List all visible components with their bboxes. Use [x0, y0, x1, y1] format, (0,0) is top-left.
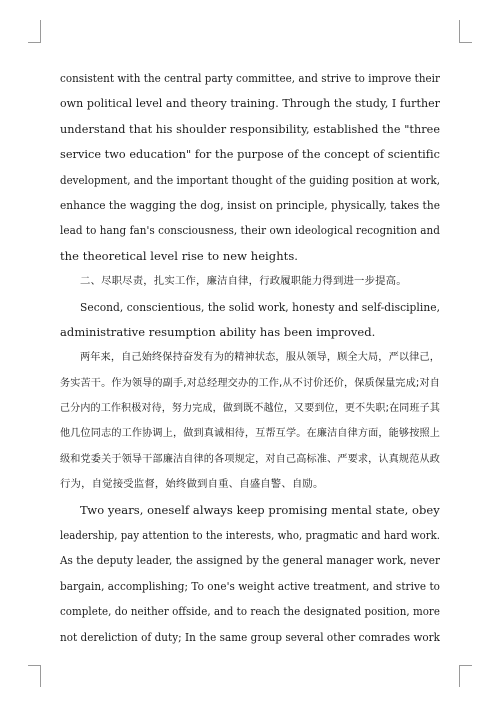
crop-mark-top-left-horizontal — [28, 42, 41, 43]
crop-mark-bottom-left-vertical — [40, 665, 41, 687]
document-body — [60, 66, 440, 650]
text-line: consistent with the central party committee, and strive to improve their — [60, 71, 441, 85]
text-line: 两年来，自己始终保持奋发有为的精神状态，服从领导，顾全大局，严以律己， — [80, 351, 440, 364]
text-line: not dereliction of duty; In the same group several other comrades work — [60, 629, 441, 644]
text-line: leadership, pay attention to the interests, who, pragmatic and hard work. — [60, 528, 440, 543]
crop-mark-top-left-vertical — [40, 20, 41, 42]
text-line: 己分内的工作积极对待，努力完成，做到既不越位，又要到位，更不失职;在同班子其 — [60, 402, 440, 415]
crop-mark-bottom-right-vertical — [459, 665, 460, 687]
paragraph-en-3 — [60, 498, 440, 650]
text-line: 务实苦干。作为领导的副手,对总经理交办的工作,从不讨价还价，保质保量完成;对自 — [60, 376, 440, 389]
text-line: administrative resumption ability has been improved. — [60, 324, 376, 339]
paragraph-zh-body — [60, 345, 440, 497]
text-line: development, and the important thought of the guiding position at work, — [60, 172, 441, 187]
crop-mark-bottom-right-horizontal — [459, 665, 472, 666]
paragraph-en-2 — [60, 295, 440, 346]
text-line: enhance the wagging the dog, insist on principle, physically, takes the — [60, 197, 440, 212]
text-line: 他几位同志的工作协调上，做到真诚相待，互帮互学。在廉洁自律方面，能够按照上 — [60, 427, 441, 440]
text-line: own political level and theory training. Through the study, I further — [60, 96, 440, 111]
text-line: bargain, accomplishing; To one's weight active treatment, and strive to — [60, 578, 440, 593]
text-line: Two years, oneself always keep promising mental state, obey — [80, 502, 440, 517]
text-line: lead to hang fan's consciousness, their own ideological recognition and — [60, 223, 441, 238]
crop-mark-bottom-left-horizontal — [28, 665, 41, 666]
text-line: 二、尽职尽责，扎实工作，廉洁自律，行政履职能力得到进一步提高。 — [80, 275, 407, 288]
text-line: the theoretical level rise to new heights. — [60, 248, 298, 263]
paragraph-zh-heading — [60, 269, 440, 294]
text-line: Second, conscientious, the solid work, honesty and self-discipline, — [80, 299, 441, 314]
text-line: 行为，自觉接受监督，始终做到自重、自盛自警、自励。 — [60, 478, 324, 491]
text-line: 级和党委关于领导干部廉洁自律的各项规定，对自己高标准、严要求，认真规范从政 — [60, 452, 441, 465]
text-line: complete, do neither offside, and to reach the designated position, more — [60, 604, 441, 619]
text-line: understand that his shoulder responsibility, established the "three — [60, 121, 441, 136]
crop-mark-top-right-vertical — [459, 20, 460, 42]
text-line: service two education" for the purpose of the concept of scientific — [60, 147, 440, 162]
text-line: As the deputy leader, the assigned by the general manager work, never — [60, 553, 440, 568]
crop-mark-top-right-horizontal — [459, 42, 472, 43]
paragraph-en-1 — [60, 66, 440, 269]
